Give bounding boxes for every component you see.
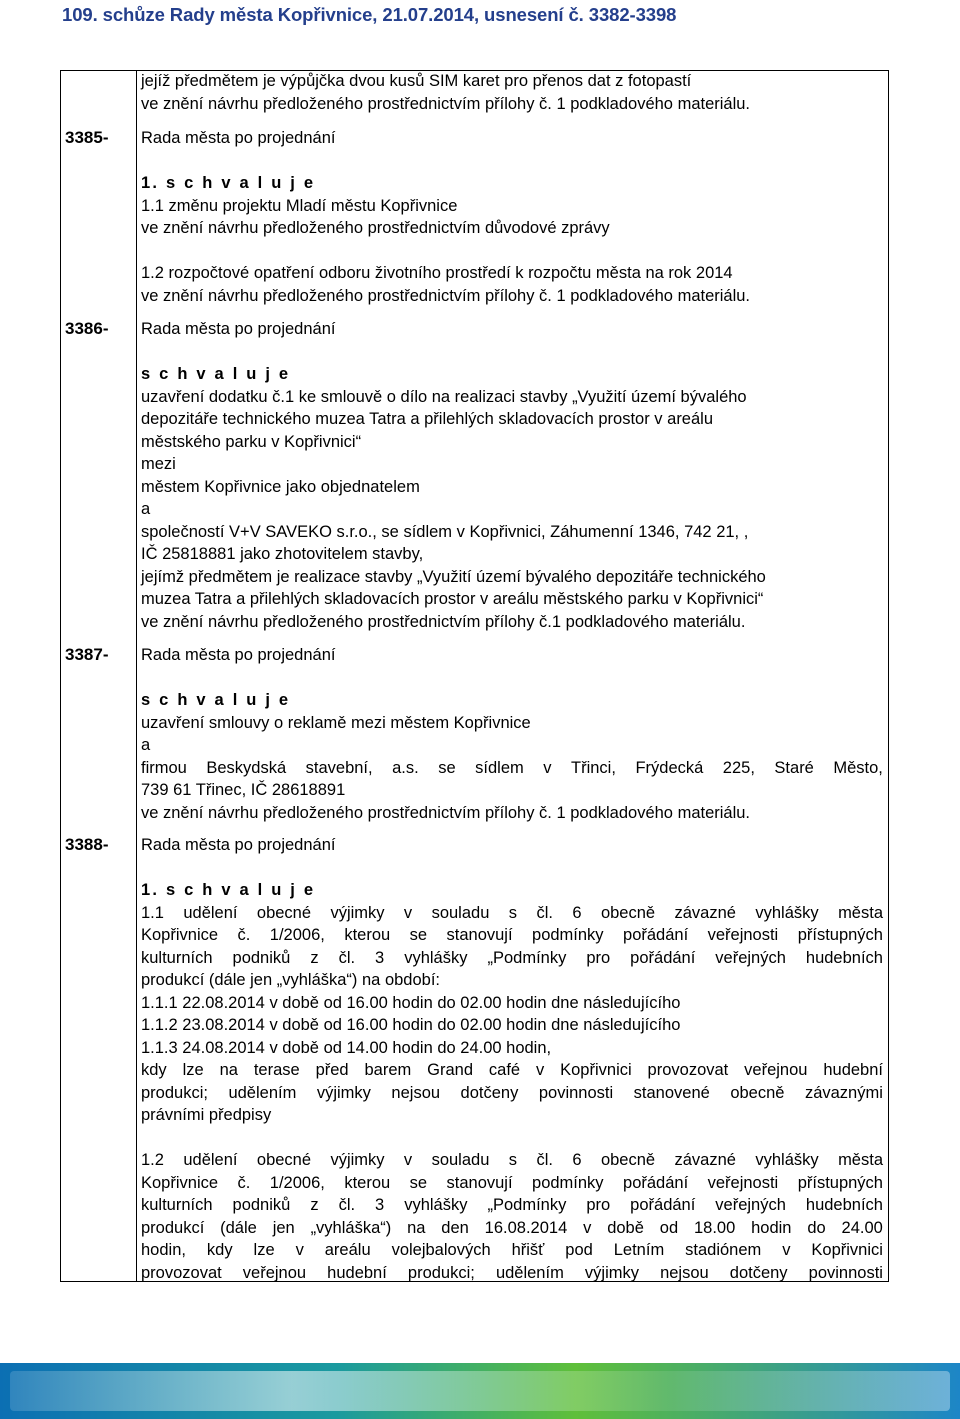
text-line: a: [141, 736, 151, 754]
text-line: právními předpisy: [141, 1106, 272, 1124]
text-line: společností V+V SAVEKO s.r.o., se sídlem v Kopřivnici, Záhumenní 1346, 742 21, ,: [141, 522, 749, 541]
text-line: jejíž předmětem je výpůjčka dvou kusů SIM karet pro přenos dat z fotopastí: [141, 72, 692, 90]
text-line: kulturních podniků z čl. 3 vyhlášky „Podmínky pro pořádání veřejných hudebních: [141, 948, 883, 967]
resolution-intro: Rada města po projednání: [141, 129, 336, 147]
resolution-intro: Rada města po projednání: [141, 646, 336, 664]
text-line: jejímž předmětem je realizace stavby „Využití území bývalého depozitáře technického: [141, 567, 766, 586]
text-line: městského parku v Kopřivnici“: [141, 432, 362, 451]
text-line: a: [141, 500, 151, 518]
footer-highlight: [10, 1371, 950, 1411]
text-line: ve znění návrhu předloženého prostřednictvím přílohy č.1 podkladového materiálu.: [141, 612, 746, 631]
text-line: 1.2 udělení obecné výjimky v souladu s čl. 6 obecně závazné vyhlášky města: [141, 1151, 883, 1169]
resolution-number: 3388-: [65, 835, 109, 854]
text-line: 1.2 rozpočtové opatření odboru životního prostředí k rozpočtu města na rok 2014: [141, 264, 733, 282]
text-line: produkcí (dále jen „vyhláška“) na období:: [141, 971, 440, 989]
text-line: muzea Tatra a přilehlých skladovacích prostor v areálu městského parku v Kopřivnici“: [141, 590, 764, 608]
resolution-intro: Rada města po projednání: [141, 320, 336, 338]
resolution-intro: Rada města po projednání: [141, 836, 336, 854]
resolution-verb: s c h v a l u j e: [141, 691, 291, 709]
text-line: Kopřivnice č. 1/2006, kterou se stanovují podmínky pořádání veřejnosti přístupných: [141, 926, 883, 944]
text-line: ve znění návrhu předloženého prostřednictvím přílohy č. 1 podkladového materiálu.: [141, 94, 751, 113]
text-line: Kopřivnice č. 1/2006, kterou se stanovují podmínky pořádání veřejnosti přístupných: [141, 1173, 883, 1192]
page-title: 109. schůze Rady města Kopřivnice, 21.07.2014, usnesení č. 3382-3398: [62, 4, 677, 25]
text-line: depozitáře technického muzea Tatra a přilehlých skladovacích prostor v areálu: [141, 410, 714, 428]
text-line: ve znění návrhu předloženého prostřednictvím přílohy č. 1 podkladového materiálu.: [141, 803, 751, 822]
text-line: produkcí (dále jen „vyhláška“) na den 16.08.2014 v době od 18.00 hodin do 24.00: [141, 1218, 883, 1237]
footer-decoration-bar: [0, 1363, 960, 1419]
text-line: uzavření dodatku č.1 ke smlouvě o dílo na realizaci stavby „Využití území bývalého: [141, 387, 747, 406]
resolution-number: 3387-: [65, 645, 109, 664]
text-line: provozovat veřejnou hudební produkci; udělením výjimky nejsou dotčeny povinnosti: [141, 1263, 883, 1282]
text-line: mezi: [141, 455, 176, 473]
text-line: ve znění návrhu předloženého prostřednictvím přílohy č. 1 podkladového materiálu.: [141, 286, 751, 305]
column-divider: [136, 70, 137, 1282]
resolution-verb: 1. s c h v a l u j e: [141, 881, 316, 899]
resolution-verb: 1. s c h v a l u j e: [141, 174, 316, 192]
text-line: firmou Beskydská stavební, a.s. se sídlem v Třinci, Frýdecká 225, Staré Město,: [141, 758, 883, 777]
resolution-number: 3385-: [65, 128, 109, 147]
text-line: kdy lze na terase před barem Grand café v Kopřivnici provozovat veřejnou hudební: [141, 1061, 883, 1079]
text-line: městem Kopřivnice jako objednatelem: [141, 477, 420, 496]
text-line: 739 61 Třinec, IČ 28618891: [141, 781, 346, 799]
text-line: 1.1 udělení obecné výjimky v souladu s čl. 6 obecně závazné vyhlášky města: [141, 903, 883, 922]
resolution-number: 3386-: [65, 319, 109, 338]
text-line: uzavření smlouvy o reklamě mezi městem Kopřivnice: [141, 713, 531, 732]
text-line: 1.1.1 22.08.2014 v době od 16.00 hodin do 02.00 hodin dne následujícího: [141, 993, 681, 1012]
text-line: IČ 25818881 jako zhotovitelem stavby,: [141, 545, 424, 563]
text-line: hodin, kdy lze v areálu volejbalových hřišť pod Letním stadiónem v Kopřivnici: [141, 1241, 883, 1259]
text-line: ve znění návrhu předloženého prostřednictvím důvodové zprávy: [141, 219, 610, 237]
resolution-verb: s c h v a l u j e: [141, 365, 291, 383]
text-line: 1.1.2 23.08.2014 v době od 16.00 hodin do 02.00 hodin dne následujícího: [141, 1016, 681, 1034]
text-line: 1.1.3 24.08.2014 v době od 14.00 hodin do 24.00 hodin,: [141, 1038, 552, 1057]
text-line: kulturních podniků z čl. 3 vyhlášky „Podmínky pro pořádání veřejných hudebních: [141, 1196, 883, 1214]
text-line: 1.1 změnu projektu Mladí městu Kopřivnice: [141, 196, 458, 215]
text-line: produkci; udělením výjimky nejsou dotčeny povinnosti stanovené obecně závaznými: [141, 1083, 883, 1102]
